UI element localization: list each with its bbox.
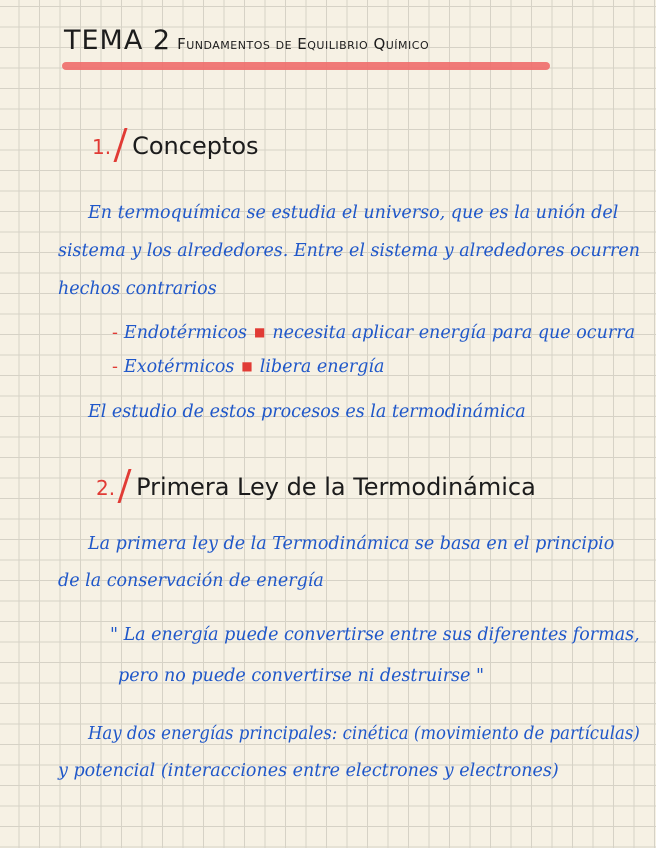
title-subtitle: Fundamentos de Equilibrio Químico [177,35,430,53]
quote-line-1: " La energía puede convertirse entre sus diferentes formas, [110,625,640,645]
title-main: TEMA 2 [64,25,172,56]
list-item-description: necesita aplicar energía para que ocurra [272,323,636,343]
section-2-title: Primera Ley de la Termodinámica [136,473,536,501]
section-2-number: 2. [96,476,116,500]
bullet-icon: ■ [253,325,266,339]
page-title [64,27,429,54]
final-line-2: y potencial (interacciones entre electrones y electrones) [58,761,559,781]
list-dash: - [112,357,118,377]
section-2-paragraph-line-2: de la conservación de energía [58,571,324,591]
section-1-slash [114,128,128,162]
section-1-number: 1. [92,135,112,159]
final-line-1: Hay dos energías principales: cinética (movimiento de partículas) [88,724,640,744]
list-item-term: Endotérmicos [123,323,247,343]
section-1-title: Conceptos [132,132,259,160]
title-underline-highlight [62,62,550,70]
section-1-paragraph-line-3: hechos contrarios [58,279,217,299]
section-2-heading [96,469,536,503]
list-item-endotermicos [112,325,635,343]
list-item-description: libera energía [259,357,385,377]
section-2-paragraph-line-1: La primera ley de la Termodinámica se basa en el principio [88,534,615,554]
section-2-slash [118,469,132,503]
bullet-icon: ■ [241,359,253,373]
list-item-term: Exotérmicos [123,357,235,377]
list-item-exotermicos [112,359,384,377]
section-1-paragraph-line-1: En termoquímica se estudia el universo, que es la unión del [88,203,619,223]
section-1-heading [92,128,259,162]
list-dash: - [112,323,118,343]
section-1-closing: El estudio de estos procesos es la termodinámica [88,402,526,422]
section-1-paragraph-line-2: sistema y los alrededores. Entre el sistema y alrededores ocurren [58,241,640,261]
quote-line-2: pero no puede convertirse ni destruirse " [118,666,485,686]
